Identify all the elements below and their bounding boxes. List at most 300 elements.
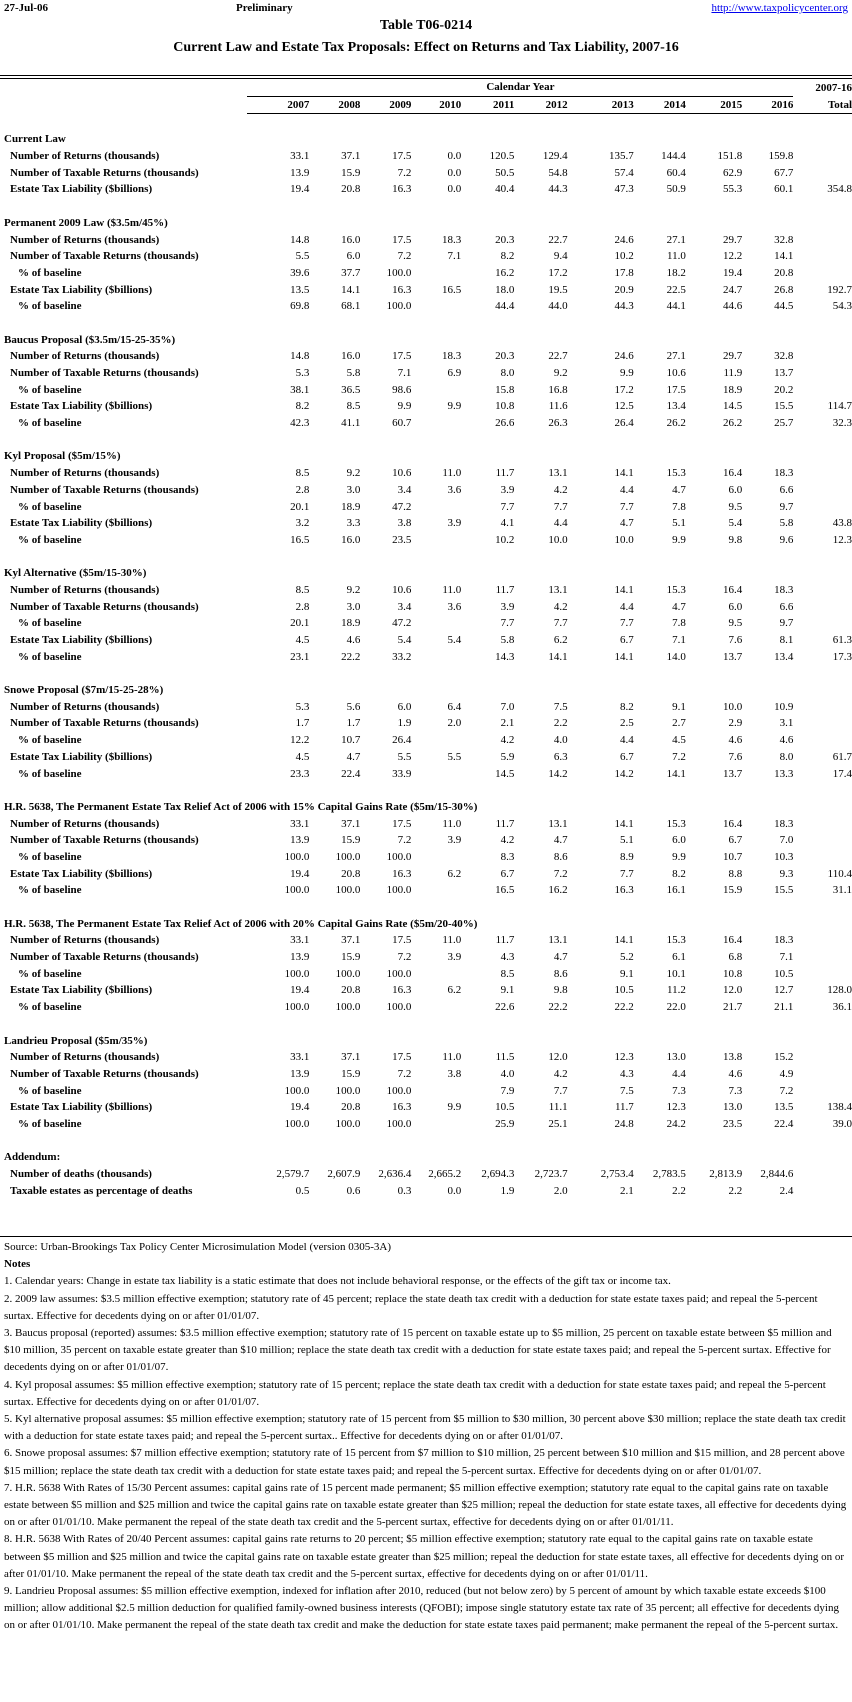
cell-value: 3.0 bbox=[346, 600, 361, 613]
cell-value: 10.2 bbox=[495, 533, 515, 546]
cell-value: 100.0 bbox=[284, 884, 310, 897]
cell-value: 2,723.7 bbox=[534, 1168, 568, 1181]
row-label: % of baseline bbox=[18, 266, 82, 279]
cell-value: 10.5 bbox=[614, 984, 634, 997]
cell-value: 16.5 bbox=[290, 533, 310, 546]
cell-value bbox=[411, 849, 461, 866]
cell-value: 67.7 bbox=[774, 166, 794, 179]
cell-value: 16.2 bbox=[548, 884, 568, 897]
cell-value: 26.6 bbox=[495, 417, 515, 430]
cell-value: 68.1 bbox=[341, 300, 361, 313]
cell-value: 16.3 bbox=[392, 867, 412, 880]
spacer-row bbox=[0, 548, 852, 565]
cell-total: 114.7 bbox=[827, 400, 852, 413]
section-title: Kyl Alternative ($5m/15-30%) bbox=[4, 567, 147, 580]
cell-value: 14.0 bbox=[666, 650, 686, 663]
cell-value: 120.5 bbox=[489, 150, 515, 163]
cell-value: 7.1 bbox=[672, 634, 686, 647]
cell-value: 6.7 bbox=[620, 634, 634, 647]
cell-value: 16.3 bbox=[614, 884, 634, 897]
cell-total: 54.3 bbox=[832, 300, 852, 313]
cell-total bbox=[793, 148, 852, 165]
cell-value: 7.2 bbox=[397, 834, 412, 847]
cell-value bbox=[411, 965, 461, 982]
cell-value: 15.9 bbox=[341, 1067, 361, 1080]
cell-total: 128.0 bbox=[827, 984, 852, 997]
cell-value: 10.6 bbox=[666, 367, 686, 380]
website-link[interactable]: http://www.taxpolicycenter.org bbox=[711, 2, 848, 14]
cell-value: 18.3 bbox=[774, 583, 794, 596]
cell-value: 16.3 bbox=[392, 183, 412, 196]
note-item: 1. Calendar years: Change in estate tax liability is a static estimate that does not include behavioral response, or the effects of the gift tax or income tax. bbox=[4, 1275, 671, 1288]
cell-value: 16.0 bbox=[341, 533, 361, 546]
cell-value: 44.1 bbox=[666, 300, 686, 313]
cell-value: 10.8 bbox=[495, 400, 515, 413]
cell-value: 15.3 bbox=[666, 817, 686, 830]
cell-value: 100.0 bbox=[284, 1084, 310, 1097]
cell-value: 7.3 bbox=[672, 1084, 686, 1097]
cell-value bbox=[411, 615, 461, 632]
cell-value: 18.3 bbox=[441, 233, 462, 246]
cell-value bbox=[411, 415, 461, 432]
cell-value: 17.5 bbox=[666, 383, 686, 396]
cell-value: 16.2 bbox=[495, 266, 515, 279]
cell-value: 100.0 bbox=[335, 967, 361, 980]
cell-value: 4.3 bbox=[620, 1067, 634, 1080]
note-item: 3. Baucus proposal (reported) assumes: $3.5 million effective exemption; statutory rate of 15 percent on taxable estate up to $5 million, 25 percent on taxable estate between $5 million and $10 million, 35 percent on taxable estate greater than $10 million; replace the state death tax credit with a deduction for state estate taxes paid; and repeal the 5-percent surtax. Effective for decedents dying on or after 01/01/07. bbox=[4, 1327, 832, 1374]
cell-value: 26.3 bbox=[548, 417, 568, 430]
cell-value: 9.1 bbox=[672, 700, 686, 713]
cell-value: 100.0 bbox=[284, 850, 310, 863]
table-id: Table T06-0214 bbox=[379, 18, 473, 33]
cell-value: 47.2 bbox=[392, 500, 412, 513]
cell-value: 44.4 bbox=[495, 300, 515, 313]
cell-value: 10.8 bbox=[723, 967, 743, 980]
cell-value: 42.3 bbox=[290, 417, 310, 430]
cell-value: 23.3 bbox=[290, 767, 310, 780]
cell-value: 4.5 bbox=[295, 634, 310, 647]
row-label: Number of Returns (thousands) bbox=[10, 934, 160, 947]
cell-value: 5.3 bbox=[295, 367, 310, 380]
row-label: Estate Tax Liability ($billions) bbox=[10, 1101, 153, 1114]
section-header-row bbox=[0, 131, 852, 148]
section-header-row bbox=[0, 1149, 852, 1166]
cell-value: 7.7 bbox=[500, 617, 515, 630]
cell-value: 10.0 bbox=[548, 533, 568, 546]
cell-value: 9.9 bbox=[447, 400, 462, 413]
cell-value: 60.4 bbox=[666, 166, 686, 179]
cell-value: 7.6 bbox=[728, 634, 743, 647]
cell-value: 9.8 bbox=[728, 533, 743, 546]
cell-value: 10.5 bbox=[774, 967, 794, 980]
cell-value: 3.4 bbox=[397, 483, 412, 496]
cell-value: 13.3 bbox=[774, 767, 794, 780]
table-row bbox=[0, 248, 852, 265]
row-label: % of baseline bbox=[18, 383, 82, 396]
cell-total bbox=[793, 498, 852, 515]
cell-value: 23.5 bbox=[723, 1117, 743, 1130]
spacer-row bbox=[0, 665, 852, 682]
cell-value: 29.7 bbox=[723, 233, 743, 246]
total-header-top: 2007-16 bbox=[815, 81, 852, 94]
cell-value: 8.5 bbox=[500, 967, 515, 980]
table-row bbox=[0, 582, 852, 599]
cell-value: 4.3 bbox=[500, 951, 515, 964]
cell-total: 17.3 bbox=[832, 650, 852, 663]
cell-value: 2,844.6 bbox=[760, 1168, 794, 1181]
cell-value: 3.9 bbox=[500, 483, 515, 496]
cell-value: 7.7 bbox=[620, 500, 634, 513]
cell-value: 23.1 bbox=[290, 650, 310, 663]
cell-value: 100.0 bbox=[284, 967, 310, 980]
cell-value: 3.9 bbox=[447, 517, 462, 530]
cell-value: 9.8 bbox=[553, 984, 568, 997]
row-label: % of baseline bbox=[18, 767, 82, 780]
cell-value: 7.0 bbox=[500, 700, 515, 713]
cell-value: 135.7 bbox=[609, 150, 634, 163]
row-label: Number of Taxable Returns (thousands) bbox=[10, 250, 199, 263]
cell-value bbox=[411, 1116, 461, 1133]
table-row bbox=[0, 598, 852, 615]
cell-value: 4.0 bbox=[553, 734, 568, 747]
cell-value: 5.4 bbox=[447, 634, 462, 647]
cell-value: 1.9 bbox=[397, 717, 412, 730]
cell-value: 14.1 bbox=[341, 283, 361, 296]
cell-value: 13.7 bbox=[774, 367, 794, 380]
calendar-year-header: Calendar Year bbox=[247, 79, 793, 96]
cell-value: 22.6 bbox=[495, 1001, 515, 1014]
table-row bbox=[0, 999, 852, 1016]
cell-value: 20.1 bbox=[290, 500, 310, 513]
cell-value: 0.0 bbox=[447, 1184, 462, 1197]
cell-value: 16.0 bbox=[341, 233, 361, 246]
cell-value: 6.9 bbox=[447, 367, 462, 380]
cell-total bbox=[793, 849, 852, 866]
cell-value: 24.6 bbox=[614, 350, 634, 363]
section-header-row bbox=[0, 331, 852, 348]
cell-value: 14.1 bbox=[614, 583, 634, 596]
cell-value: 4.2 bbox=[553, 600, 568, 613]
cell-value: 4.4 bbox=[672, 1067, 686, 1080]
cell-value: 11.0 bbox=[442, 1051, 462, 1064]
row-label: % of baseline bbox=[18, 500, 82, 513]
table-row bbox=[0, 281, 852, 298]
table-row bbox=[0, 532, 852, 549]
row-label: Number of Taxable Returns (thousands) bbox=[10, 717, 199, 730]
table-row bbox=[0, 465, 852, 482]
cell-value: 20.8 bbox=[774, 266, 794, 279]
cell-total bbox=[793, 348, 852, 365]
page-header bbox=[4, 2, 848, 18]
row-label: % of baseline bbox=[18, 884, 82, 897]
cell-value: 7.1 bbox=[779, 951, 794, 964]
cell-value: 18.3 bbox=[774, 934, 794, 947]
year-header: 2010 bbox=[411, 96, 461, 114]
cell-value: 8.6 bbox=[553, 850, 568, 863]
cell-total bbox=[793, 598, 852, 615]
table-row bbox=[0, 381, 852, 398]
cell-value: 3.0 bbox=[346, 483, 361, 496]
cell-value: 22.2 bbox=[614, 1001, 634, 1014]
cell-value: 1.9 bbox=[500, 1184, 515, 1197]
cell-value: 37.1 bbox=[341, 817, 361, 830]
cell-value: 7.3 bbox=[728, 1084, 743, 1097]
cell-value: 26.2 bbox=[666, 417, 686, 430]
cell-value: 5.5 bbox=[295, 250, 310, 263]
cell-value: 5.2 bbox=[620, 951, 634, 964]
cell-value: 22.4 bbox=[774, 1117, 794, 1130]
cell-value: 5.5 bbox=[447, 750, 462, 763]
cell-value: 27.1 bbox=[666, 233, 686, 246]
table-row bbox=[0, 515, 852, 532]
cell-value: 151.8 bbox=[717, 150, 743, 163]
cell-value: 21.1 bbox=[774, 1001, 794, 1014]
cell-value: 8.6 bbox=[553, 967, 568, 980]
cell-value: 10.7 bbox=[341, 734, 361, 747]
table-row bbox=[0, 849, 852, 866]
cell-value: 7.2 bbox=[397, 250, 412, 263]
cell-value: 16.8 bbox=[548, 383, 568, 396]
cell-value: 15.3 bbox=[666, 467, 686, 480]
cell-value: 19.4 bbox=[290, 1101, 310, 1114]
cell-total bbox=[793, 615, 852, 632]
cell-value: 144.4 bbox=[661, 150, 686, 163]
spacer-row bbox=[0, 431, 852, 448]
cell-value: 16.1 bbox=[666, 884, 686, 897]
cell-value: 50.5 bbox=[495, 166, 515, 179]
header-row-years bbox=[0, 96, 852, 114]
cell-value: 13.1 bbox=[548, 583, 568, 596]
cell-value: 11.0 bbox=[442, 467, 462, 480]
cell-value: 0.0 bbox=[447, 183, 462, 196]
section-header-row bbox=[0, 448, 852, 465]
cell-value: 25.7 bbox=[774, 417, 794, 430]
cell-value: 9.2 bbox=[346, 467, 361, 480]
cell-value: 60.7 bbox=[392, 417, 412, 430]
cell-value: 4.7 bbox=[346, 750, 361, 763]
table-body bbox=[0, 114, 852, 1199]
status-label: Preliminary bbox=[236, 2, 293, 14]
table-row bbox=[0, 348, 852, 365]
cell-value: 10.0 bbox=[614, 533, 634, 546]
cell-total: 138.4 bbox=[827, 1101, 852, 1114]
cell-value: 22.7 bbox=[548, 233, 568, 246]
row-label: % of baseline bbox=[18, 617, 82, 630]
cell-value: 2,636.4 bbox=[378, 1168, 412, 1181]
table-row bbox=[0, 932, 852, 949]
cell-value: 7.7 bbox=[553, 500, 568, 513]
cell-value: 6.2 bbox=[447, 867, 462, 880]
cell-value: 7.8 bbox=[672, 500, 686, 513]
row-label: Taxable estates as percentage of deaths bbox=[10, 1184, 193, 1197]
cell-value: 7.0 bbox=[779, 834, 794, 847]
cell-value: 5.3 bbox=[295, 700, 310, 713]
year-header: 2016 bbox=[742, 96, 793, 114]
table-row bbox=[0, 648, 852, 665]
cell-value: 7.7 bbox=[620, 617, 634, 630]
cell-value: 20.8 bbox=[341, 867, 361, 880]
cell-value: 11.7 bbox=[495, 934, 515, 947]
cell-value: 0.3 bbox=[397, 1184, 412, 1197]
cell-value: 6.4 bbox=[447, 700, 462, 713]
row-label: % of baseline bbox=[18, 1001, 82, 1014]
cell-total: 192.7 bbox=[827, 283, 852, 296]
cell-value: 8.2 bbox=[500, 250, 515, 263]
cell-value: 6.0 bbox=[672, 834, 686, 847]
cell-value: 14.8 bbox=[290, 233, 310, 246]
cell-value: 8.2 bbox=[620, 700, 634, 713]
cell-value: 18.9 bbox=[723, 383, 743, 396]
cell-value: 6.6 bbox=[779, 600, 794, 613]
cell-value: 0.0 bbox=[447, 166, 462, 179]
table-row bbox=[0, 732, 852, 749]
cell-value: 4.4 bbox=[620, 483, 634, 496]
cell-value: 57.4 bbox=[614, 166, 634, 179]
row-label: % of baseline bbox=[18, 734, 82, 747]
cell-total: 110.4 bbox=[827, 867, 852, 880]
cell-value: 0.6 bbox=[346, 1184, 361, 1197]
cell-value: 11.0 bbox=[442, 934, 462, 947]
source-note: Source: Urban-Brookings Tax Policy Center Microsimulation Model (version 0305-3A) bbox=[4, 1241, 392, 1253]
cell-value: 55.3 bbox=[723, 183, 743, 196]
cell-total: 354.8 bbox=[827, 183, 852, 196]
cell-value: 13.5 bbox=[290, 283, 310, 296]
table-row bbox=[0, 1099, 852, 1116]
table-row bbox=[0, 965, 852, 982]
year-header: 2011 bbox=[461, 96, 514, 114]
cell-value: 6.2 bbox=[553, 634, 568, 647]
cell-value: 3.3 bbox=[346, 517, 361, 530]
cell-value: 12.0 bbox=[548, 1051, 568, 1064]
cell-value: 13.9 bbox=[290, 834, 310, 847]
cell-value: 12.5 bbox=[614, 400, 634, 413]
cell-value: 9.1 bbox=[500, 984, 515, 997]
cell-value: 26.2 bbox=[723, 417, 743, 430]
section-header-row bbox=[0, 915, 852, 932]
cell-value: 22.2 bbox=[341, 650, 361, 663]
cell-value: 20.1 bbox=[290, 617, 310, 630]
cell-value: 100.0 bbox=[386, 1117, 412, 1130]
table-row bbox=[0, 398, 852, 415]
cell-value: 100.0 bbox=[386, 1001, 412, 1014]
cell-value: 20.2 bbox=[774, 383, 794, 396]
cell-value: 9.4 bbox=[553, 250, 568, 263]
cell-total: 61.3 bbox=[832, 634, 852, 647]
cell-value: 16.3 bbox=[392, 1101, 412, 1114]
cell-value: 24.2 bbox=[666, 1117, 686, 1130]
cell-value: 8.0 bbox=[500, 367, 515, 380]
cell-value: 2.8 bbox=[295, 483, 310, 496]
cell-value: 11.0 bbox=[667, 250, 686, 263]
cell-value: 16.4 bbox=[723, 817, 743, 830]
cell-value: 20.3 bbox=[495, 233, 515, 246]
table-row bbox=[0, 148, 852, 165]
table-row bbox=[0, 949, 852, 966]
row-label: Number of Taxable Returns (thousands) bbox=[10, 166, 199, 179]
cell-value: 100.0 bbox=[386, 1084, 412, 1097]
table-row bbox=[0, 632, 852, 649]
cell-value: 22.5 bbox=[666, 283, 686, 296]
cell-value: 2.1 bbox=[620, 1184, 634, 1197]
cell-value: 14.1 bbox=[774, 250, 794, 263]
spacer-row bbox=[0, 198, 852, 215]
cell-value: 22.0 bbox=[666, 1001, 686, 1014]
cell-total bbox=[793, 832, 852, 849]
cell-value: 7.2 bbox=[779, 1084, 794, 1097]
table-row bbox=[0, 482, 852, 499]
cell-total: 43.8 bbox=[832, 517, 852, 530]
cell-value: 12.7 bbox=[774, 984, 794, 997]
spacer-row bbox=[0, 782, 852, 799]
cell-value: 4.0 bbox=[500, 1067, 515, 1080]
cell-value: 15.8 bbox=[495, 383, 515, 396]
cell-value: 20.3 bbox=[495, 350, 515, 363]
cell-value: 27.1 bbox=[666, 350, 686, 363]
cell-value: 7.7 bbox=[500, 500, 515, 513]
cell-total bbox=[793, 582, 852, 599]
note-item: 6. Snowe proposal assumes: $7 million effective exemption; statutory rate of 15 percent from $7 million to $10 million, 25 percent between $10 million and $15 million, and 28 percent above $15 million; replace the state death tax credit with a deduction for state estate taxes paid; and repeal the 5-percent surtax. Effective for decedents dying on or after 01/01/07. bbox=[4, 1447, 845, 1477]
cell-value: 100.0 bbox=[386, 850, 412, 863]
cell-value: 100.0 bbox=[335, 1117, 361, 1130]
cell-value: 8.9 bbox=[620, 850, 634, 863]
cell-value: 10.2 bbox=[614, 250, 634, 263]
table-row bbox=[0, 1182, 852, 1199]
cell-value: 2,607.9 bbox=[327, 1168, 361, 1181]
cell-value: 33.1 bbox=[290, 150, 310, 163]
cell-value: 4.2 bbox=[500, 834, 515, 847]
cell-value: 44.0 bbox=[548, 300, 568, 313]
cell-value: 16.3 bbox=[392, 984, 412, 997]
table-row bbox=[0, 1049, 852, 1066]
row-label: Number of Taxable Returns (thousands) bbox=[10, 483, 199, 496]
cell-value: 16.3 bbox=[392, 283, 412, 296]
table-row bbox=[0, 749, 852, 766]
cell-total bbox=[793, 1066, 852, 1083]
cell-value: 20.8 bbox=[341, 183, 361, 196]
table-row bbox=[0, 164, 852, 181]
section-title: Permanent 2009 Law ($3.5m/45%) bbox=[4, 216, 168, 229]
cell-value: 100.0 bbox=[335, 850, 361, 863]
row-label: Estate Tax Liability ($billions) bbox=[10, 867, 153, 880]
table-row bbox=[0, 882, 852, 899]
cell-value: 7.2 bbox=[672, 750, 686, 763]
cell-value: 9.2 bbox=[346, 583, 361, 596]
cell-value: 50.9 bbox=[666, 183, 686, 196]
cell-value: 13.0 bbox=[666, 1051, 686, 1064]
note-item: 8. H.R. 5638 With Rates of 20/40 Percent assumes: capital gains rate returns to 20 percent; $5 million effective exemption; statutory rate equal to the capital gains rate on taxable estate between $5 million and $25 million and twice the capital gains rate on taxable estate greater than $25 million; repeal the deduction for state estate taxes, all effective for decedents dying on or after 01/01/10. Make permanent the repeal of the state death tax credit and the 5-percent surtax, effective for decedents dying on or after 01/01/11. bbox=[4, 1533, 845, 1580]
row-label: Estate Tax Liability ($billions) bbox=[10, 517, 153, 530]
cell-value: 3.9 bbox=[447, 834, 462, 847]
cell-value: 9.5 bbox=[728, 617, 743, 630]
cell-total bbox=[793, 164, 852, 181]
cell-value: 15.9 bbox=[341, 951, 361, 964]
cell-value: 14.2 bbox=[614, 767, 634, 780]
cell-value: 13.9 bbox=[290, 951, 310, 964]
cell-value: 32.8 bbox=[774, 233, 794, 246]
cell-value: 12.2 bbox=[290, 734, 310, 747]
cell-total: 17.4 bbox=[832, 767, 852, 780]
row-label: Number of Returns (thousands) bbox=[10, 817, 160, 830]
note-item: 7. H.R. 5638 With Rates of 15/30 Percent assumes: capital gains rate of 15 percent made permanent; $5 million effective exemption; statutory rate equal to the capital gains rate on taxable estate between $5 million and $25 million and twice the capital gains rate on taxable estate greater than $25 million; repeal the deduction for state estate taxes, all effective for decedents dying on or after 01/01/10. Make permanent the repeal of the state death tax credit and the 5-percent surtax, effective for decedents dying on or after 01/01/11. bbox=[4, 1481, 847, 1529]
cell-value: 18.9 bbox=[341, 500, 361, 513]
cell-value: 15.9 bbox=[341, 166, 361, 179]
cell-value: 12.2 bbox=[723, 250, 743, 263]
cell-value: 7.7 bbox=[553, 1084, 568, 1097]
cell-value: 9.9 bbox=[672, 850, 686, 863]
cell-value: 2.7 bbox=[672, 717, 686, 730]
cell-value bbox=[411, 1082, 461, 1099]
cell-value: 5.5 bbox=[397, 750, 412, 763]
